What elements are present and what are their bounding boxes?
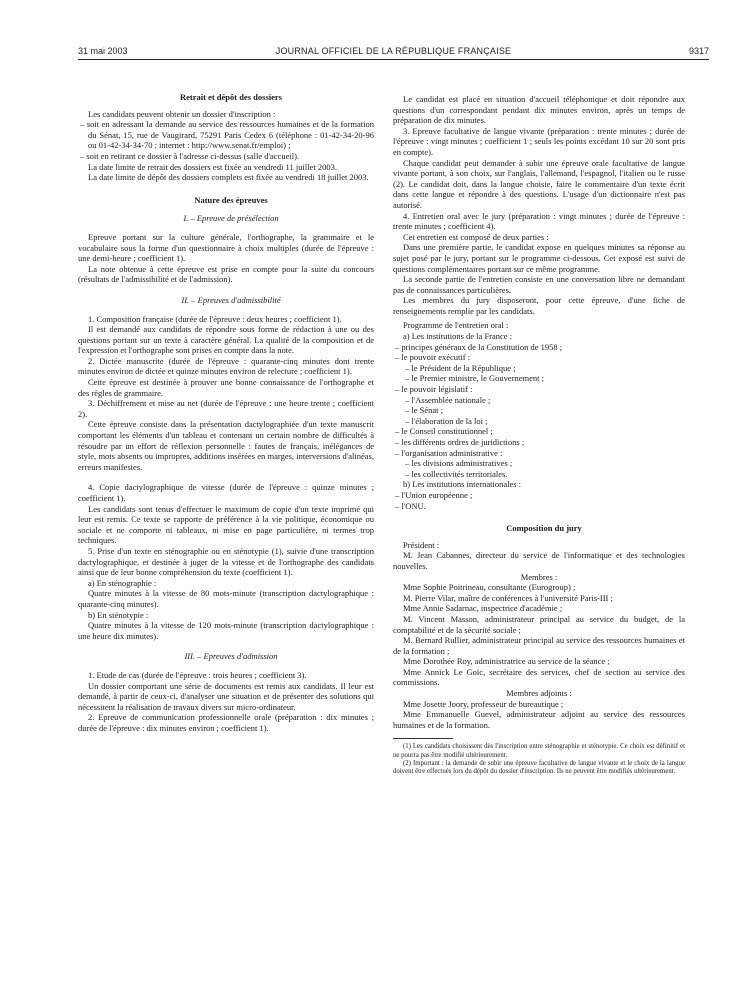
adjoints-label: Membres adjoints : <box>506 688 572 699</box>
list-item: – les divisions administratives ; <box>393 458 685 469</box>
page-number: 9317 <box>688 46 709 56</box>
heading-sec3: III. – Epreuves d'admission <box>184 651 278 662</box>
paragraph: Cet entretien est composé de deux parties : <box>403 231 549 242</box>
list-item: M. Vincent Masson, administrateur principal au service du budget, de la comptabilité et de la sécurité sociale ; <box>393 613 685 635</box>
membres-label: Membres : <box>520 571 558 582</box>
paragraph: Les candidats sont tenus d'effectuer le maximum de copie d'un texte imprimé qui leur est remis. Ce texte se rapporte de préférence à la vie politique, économique ou sociale et ne comporte ni tableaux, ni mise en page particulière, ni termes trop techniques. <box>78 503 374 546</box>
paragraph: 2. Dictée manuscrite (durée de l'épreuve : quarante-cinq minutes dont trente minutes environ de dictée et quinze minutes environ de relecture ; coefficient 1). <box>78 355 374 377</box>
programme-title: Programme de l'entretien oral : <box>403 320 509 331</box>
paragraph: 1. Etude de cas (durée de l'épreuve : trois heures ; coefficient 3). <box>88 669 307 680</box>
retrait-list <box>78 119 374 161</box>
paragraph: 3. Déchiffrement et mise au net (durée de l'épreuve : une heure trente ; coefficient 2). <box>78 398 374 419</box>
list-item: – les collectivités territoriales. <box>393 469 685 480</box>
paragraph: La seconde partie de l'entretien consiste en une conversation libre ne demandant pas de connaissances particulières. <box>393 274 685 295</box>
list-item: – le pouvoir législatif : <box>393 384 685 395</box>
paragraph: a) En sténographie : <box>88 577 157 588</box>
list-item: Mme Annie Sadarnac, inspectrice d'académie ; <box>403 603 563 614</box>
paragraph: La date limite de retrait des dossiers est fixée au vendredi 11 juillet 2003. <box>88 161 337 172</box>
list-item: – l'organisation administrative : <box>393 448 685 459</box>
list-item: – soit en retirant ce dossier à l'adresse ci-dessus (salle d'accueil). <box>78 151 374 162</box>
list-item: – le Sénat ; <box>393 405 685 416</box>
paragraph: Dans une première partie, le candidat expose en quelques minutes sa réponse au sujet posé par le jury, portant sur le programme ci-dessous. Cet exposé est suivi de questions complémentaires portant sur ce même programme. <box>393 242 685 274</box>
list-item: Mme Dorothée Roy, administratrice au service de la séance ; <box>403 656 610 667</box>
paragraph: Un dossier comportant une série de documents est remis aux candidats. Il leur est demandé, à partir de ceux-ci, d'analyser une situation et de présenter des solutions qui nécessitent la réalisation de travaux divers sur micro-ordinateur. <box>78 680 374 712</box>
programme-sublist <box>393 363 685 384</box>
header-date: 31 mai 2003 <box>78 46 128 56</box>
list-item: – soit en adressant la demande au service des ressources humaines et de la formation du Sénat, 15, rue de Vaugirard, 75291 Paris Cedex 6 (téléphone : 01-42-34-20-96 ou 01-42-34-34-70 ; internet : http://www.senat.fr/emploi) ; <box>78 119 374 151</box>
paragraph: Quatre minutes à la vitesse de 120 mots-minute (transcription dactylographique : une heure dix minutes). <box>78 620 374 641</box>
paragraph: Cette épreuve consiste dans la présentation dactylographiée d'un texte manuscrit comportant les éléments d'un tableau et contenant un certain nombre de difficultés à résoudre par un effort de réflexion personnelle : fautes de français, inélégances de style, mots absents ou impropres, additions insérées en marges, interversions d'alinéas, erreurs manifestes. <box>78 419 374 472</box>
paragraph: b) En sténotypie : <box>88 609 149 620</box>
footnote: (1) Les candidats choisissent dès l'inscription entre sténographie et sténotypie. Ce choix est définitif et ne pourra pas être modifié ultérieurement. <box>393 743 685 759</box>
programme-list <box>393 342 685 363</box>
list-item: – le pouvoir exécutif : <box>393 352 685 363</box>
programme-list <box>393 426 685 458</box>
paragraph: Les membres du jury disposeront, pour cette épreuve, d'une fiche de renseignements remplie par les candidats. <box>393 295 685 316</box>
paragraph: Les candidats peuvent obtenir un dossier d'inscription : <box>88 108 276 119</box>
heading-sec2: II. – Epreuves d'admissibilité <box>181 294 281 305</box>
paragraph: La date limite de dépôt des dossiers complets est fixée au vendredi 18 juillet 2003. <box>88 172 369 183</box>
paragraph: M. Jean Cabannes, directeur du service de l'informatique et des technologies nouvelles. <box>393 550 685 571</box>
left-column <box>78 92 374 733</box>
list-item: – le Conseil constitutionnel ; <box>393 426 685 437</box>
programme-sublist <box>393 395 685 427</box>
list-item: – l'Union européenne ; <box>393 490 685 501</box>
paragraph: 1. Composition française (durée de l'épreuve : deux heures ; coefficient 1). <box>88 313 342 324</box>
heading-retrait: Retrait et dépôt des dossiers <box>180 92 282 102</box>
list-item: – le Président de la République ; <box>393 363 685 374</box>
list-item: Mme Sophie Poitrineau, consultante (Eurogroup) ; <box>403 582 576 593</box>
programme-list <box>393 490 685 511</box>
right-column <box>393 94 685 776</box>
paragraph: Chaque candidat peut demander à subir une épreuve orale facultative de langue vivante portant, à son choix, sur l'anglais, l'allemand, l'espagnol, l'italien ou le russe (2). Le candidat doit, dans la langue choisie, faire le commentaire d'un texte écrit dans cette langue et répondre à des questions. L'usage d'un dictionnaire n'est pas autorisé. <box>393 157 685 210</box>
footnote: (2) Important : la demande de subir une épreuve facultative de langue vivante et le choix de la langue doivent être effectués lors du dépôt du dossier d'inscription. Ils ne peuvent être modifiés ultérieurement. <box>393 759 685 776</box>
list-item: – l'Assemblée nationale ; <box>393 395 685 406</box>
list-item: Mme Josette Joory, professeur de bureautique ; <box>403 698 564 709</box>
header-rule <box>78 59 709 60</box>
paragraph: 4. Copie dactylographique de vitesse (durée de l'épreuve : quinze minutes ; coefficient 1). <box>78 482 374 503</box>
list-item: – principes généraux de la Constitution de 1958 ; <box>393 342 685 353</box>
programme-a: a) Les institutions de la France : <box>403 331 513 342</box>
president-label: Président : <box>403 539 440 550</box>
programme-b: b) Les institutions internationales : <box>403 479 522 490</box>
paragraph: Quatre minutes à la vitesse de 80 mots-minute (transcription dactylographique : quarante-cinq minutes). <box>78 588 374 609</box>
paragraph: 3. Epreuve facultative de langue vivante (préparation : trente minutes ; durée de l'épreuve : vingt minutes ; coefficient 1 ; seuls les points excédant 10 sur 20 sont pris en compte). <box>393 125 685 157</box>
running-head <box>78 46 709 60</box>
journal-title: JOURNAL OFFICIEL DE LA RÉPUBLIQUE FRANÇAISE <box>275 46 512 56</box>
paragraph: 5. Prise d'un texte en sténographie ou en sténotypie (1), suivie d'une transcription dactylographique, et destinée à juger de la vitesse et de l'orthographe des candidats ainsi que de leur bonne compréhension du texte (coefficient 1). <box>78 545 374 578</box>
list-item: – les différents ordres de juridictions ; <box>393 437 685 448</box>
paragraph: Cette épreuve est destinée à prouver une bonne connaissance de l'orthographe et des règles de grammaire. <box>78 377 374 398</box>
list-item: – l'ONU. <box>393 501 685 512</box>
paragraph: Il est demandé aux candidats de répondre sous forme de rédaction à une ou des questions portant sur un texte à caractère général. La qualité de la composition et de l'expression et l'orthographe sont prises en compte dans la note. <box>78 324 374 356</box>
paragraph: Le candidat est placé en situation d'accueil téléphonique et doit répondre aux questions d'un correspondant pendant dix minutes environ, après un temps de préparation de dix minutes. <box>393 94 685 126</box>
footnote-rule <box>393 738 453 739</box>
list-item: Mme Annick Le Goïc, secrétaire des services, chef de section au service des commissions. <box>393 666 685 688</box>
list-item: M. Bernard Rullier, administrateur principal au service des ressources humaines et de la formation ; <box>393 635 685 656</box>
heading-jury: Composition du jury <box>506 523 582 534</box>
heading-nature: Nature des épreuves <box>194 194 268 205</box>
programme-sublist <box>393 458 685 479</box>
paragraph: Epreuve portant sur la culture générale, l'orthographe, la grammaire et le vocabulaire sous la forme d'un questionnaire à choix multiples (durée de l'épreuve : une demi-heure ; coefficient 1). <box>78 231 374 264</box>
list-item: – l'élaboration de la loi ; <box>393 416 685 427</box>
paragraph: 4. Entretien oral avec le jury (préparation : vingt minutes ; durée de l'épreuve : trente minutes ; coefficient 4). <box>393 210 685 232</box>
list-item: M. Pierre Vilar, maître de conférences à l'université Paris-III ; <box>403 592 613 603</box>
heading-sec1: I. – Epreuve de présélection <box>183 213 279 224</box>
list-item: Mme Emmanuelle Guevel, administrateur adjoint au service des ressources humaines et de la formation. <box>393 709 685 730</box>
paragraph: 2. Epreuve de communication professionnelle orale (préparation : dix minutes ; durée de l'épreuve : dix minutes environ ; coefficient 1). <box>78 712 374 733</box>
programme-list <box>393 384 685 395</box>
list-item: – le Premier ministre, le Gouvernement ; <box>393 373 685 384</box>
paragraph: La note obtenue à cette épreuve est prise en compte pour la suite du concours (résultats de l'admissibilité et de l'admission). <box>78 263 374 285</box>
